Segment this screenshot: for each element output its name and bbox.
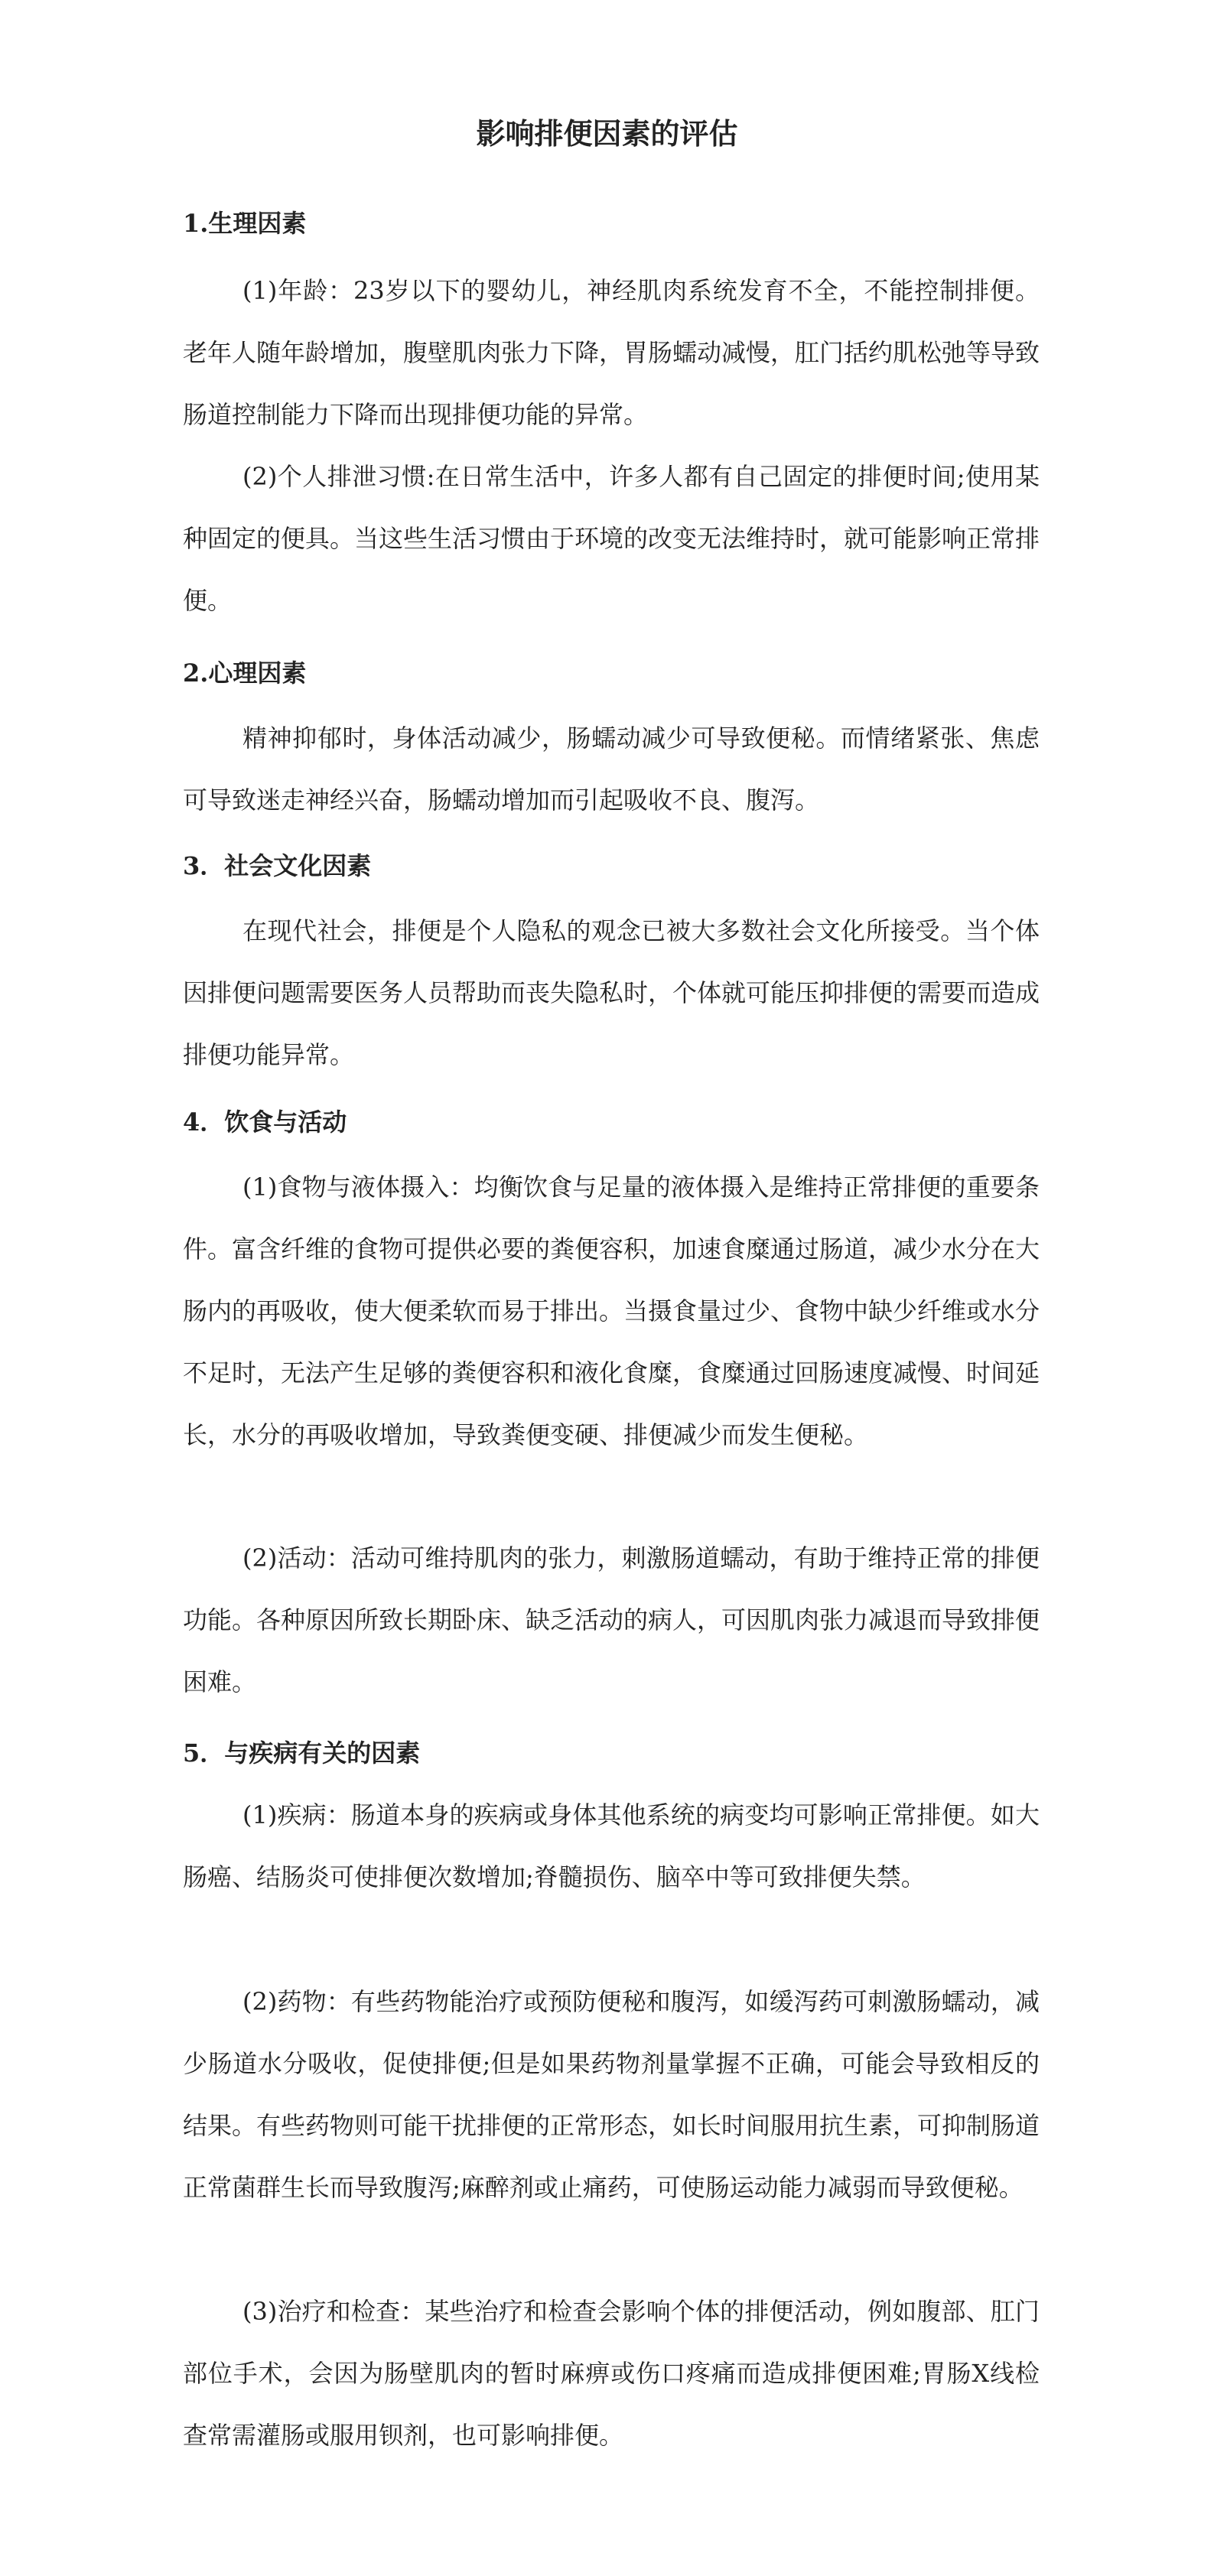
section-1-paragraph-2: (2)个人排泄习惯:在日常生活中，许多人都有自己固定的排便时间;使用某种固定的便具。当这些生活习惯由于环境的改变无法维持时，就可能影响正常排便。 — [183, 462, 1040, 615]
section-5-paragraph-3: (3)治疗和检查：某些治疗和检查会影响个体的排便活动，例如腹部、肛门部位手术，会因为肠壁肌肉的暂时麻痹或伤口疼痛而造成排便困难;胃肠X线检查常需灌肠或服用钡剂，也可影响排便。 — [183, 2297, 1040, 2450]
section-3-heading: 3．社会文化因素 — [183, 851, 372, 880]
section-1-paragraph-1: (1)年龄：23岁以下的婴幼儿，神经肌肉系统发育不全，不能控制排便。老年人随年龄增加，腹壁肌肉张力下降，胃肠蠕动减慢，肛门括约肌松弛等导致肠道控制能力下降而出现排便功能的异常。 — [183, 276, 1040, 429]
document-title: 影响排便因素的评估 — [476, 116, 738, 151]
section-2-paragraph-1: 精神抑郁时，身体活动减少，肠蠕动减少可导致便秘。而情绪紧张、焦虑可导致迷走神经兴奋，肠蠕动增加而引起吸收不良、腹泻。 — [183, 724, 1040, 815]
section-2-heading: 2.心理因素 — [183, 659, 307, 688]
section-4-heading: 4．饮食与活动 — [183, 1107, 347, 1137]
section-1-heading: 1.生理因素 — [183, 209, 307, 238]
section-4-paragraph-2: (2)活动：活动可维持肌肉的张力，刺激肠道蠕动，有助于维持正常的排便功能。各种原因所致长期卧床、缺乏活动的病人，可因肌肉张力减退而导致排便困难。 — [183, 1543, 1040, 1696]
section-4-paragraph-1: (1)食物与液体摄入：均衡饮食与足量的液体摄入是维持正常排便的重要条件。富含纤维的食物可提供必要的粪便容积，加速食糜通过肠道，减少水分在大肠内的再吸收，使大便柔软而易于排出。当摄食量过少、食物中缺少纤维或水分不足时，无法产生足够的粪便容积和液化食糜，食糜通过回肠速度减慢、时间延长，水分的再吸收增加，导致粪便变硬、排便减少而发生便秘。 — [183, 1173, 1040, 1449]
section-5-heading: 5．与疾病有关的因素 — [183, 1738, 421, 1768]
section-5-paragraph-2: (2)药物：有些药物能治疗或预防便秘和腹泻，如缓泻药可刺激肠蠕动，减少肠道水分吸收，促使排便;但是如果药物剂量掌握不正确，可能会导致相反的结果。有些药物则可能干扰排便的正常形态，如长时间服用抗生素，可抑制肠道正常菌群生长而导致腹泻;麻醉剂或止痛药，可使肠运动能力减弱而导致便秘。 — [183, 1987, 1040, 2202]
section-5-paragraph-1: (1)疾病：肠道本身的疾病或身体其他系统的病变均可影响正常排便。如大肠癌、结肠炎可使排便次数增加;脊髓损伤、脑卒中等可致排便失禁。 — [183, 1800, 1040, 1891]
section-3-paragraph-1: 在现代社会，排便是个人隐私的观念已被大多数社会文化所接受。当个体因排便问题需要医务人员帮助而丧失隐私时，个体就可能压抑排便的需要而造成排便功能异常。 — [183, 916, 1040, 1069]
